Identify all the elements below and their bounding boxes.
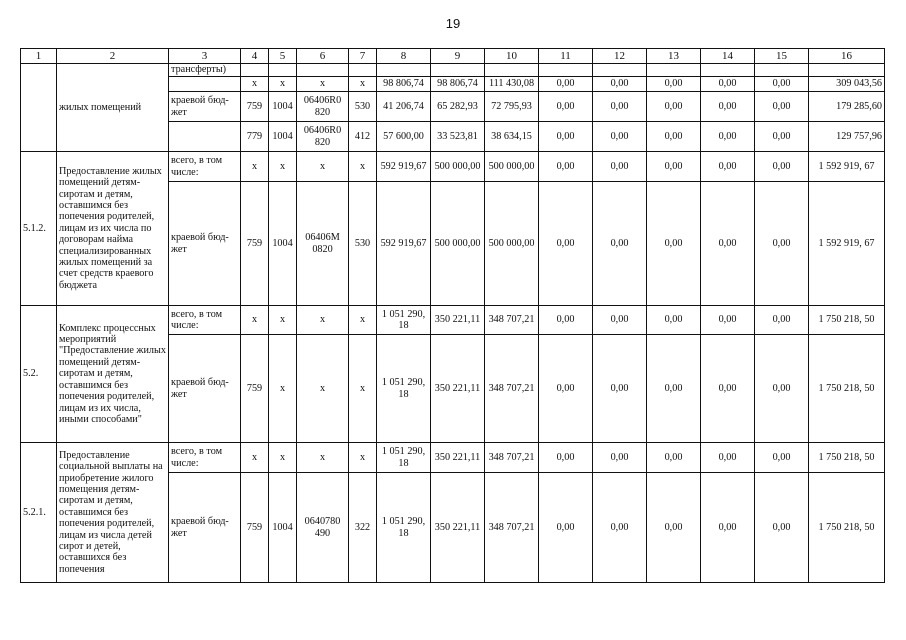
table-cell: 0,00 [647, 335, 701, 443]
table-cell: 06406R0 820 [297, 92, 349, 122]
table-cell: х [297, 306, 349, 335]
table-cell [485, 64, 539, 77]
table-cell: 0,00 [701, 443, 755, 473]
table-cell: 1 750 218, 50 [809, 335, 885, 443]
table-cell: 0640780 490 [297, 473, 349, 583]
row-description: жилых помещений [57, 64, 169, 152]
page-number: 19 [445, 16, 461, 31]
table-cell: 57 600,00 [377, 122, 431, 152]
table-cell: х [241, 443, 269, 473]
table-cell: 500 000,00 [431, 182, 485, 306]
table-cell: 0,00 [539, 443, 593, 473]
table-cell: 0,00 [755, 92, 809, 122]
table-cell: 0,00 [539, 182, 593, 306]
table-cell: 0,00 [701, 335, 755, 443]
table-cell: х [349, 335, 377, 443]
table-cell: х [269, 306, 297, 335]
table-cell: 0,00 [539, 152, 593, 182]
funding-source: всего, в том числе: [169, 306, 241, 335]
column-number-row [21, 49, 885, 64]
table-cell: 530 [349, 92, 377, 122]
table-cell: 72 795,93 [485, 92, 539, 122]
table-cell: 759 [241, 335, 269, 443]
header-cell: 14 [701, 49, 755, 64]
table-cell: 1 051 290, 18 [377, 306, 431, 335]
table-cell: 1 051 290, 18 [377, 443, 431, 473]
table-cell: 1 051 290, 18 [377, 335, 431, 443]
table-cell: 98 806,74 [377, 77, 431, 92]
table-cell: 41 206,74 [377, 92, 431, 122]
table-cell: 06406М 0820 [297, 182, 349, 306]
table-cell: 0,00 [755, 77, 809, 92]
table-cell: 412 [349, 122, 377, 152]
table-cell: 129 757,96 [809, 122, 885, 152]
table-cell: 0,00 [755, 182, 809, 306]
table-cell: 348 707,21 [485, 306, 539, 335]
row-number [21, 64, 57, 152]
table-cell: х [297, 443, 349, 473]
table-cell: х [349, 77, 377, 92]
header-cell: 7 [349, 49, 377, 64]
table-cell: 759 [241, 182, 269, 306]
table-cell: 0,00 [647, 122, 701, 152]
table-row [21, 64, 885, 77]
table-cell: 350 221,11 [431, 306, 485, 335]
table-cell: 500 000,00 [485, 152, 539, 182]
table-cell: 0,00 [539, 306, 593, 335]
table-cell [269, 64, 297, 77]
funding-source: краевой бюд-жет [169, 473, 241, 583]
table-cell: 0,00 [593, 92, 647, 122]
table-cell: 179 285,60 [809, 92, 885, 122]
header-cell: 16 [809, 49, 885, 64]
funding-source [169, 122, 241, 152]
table-cell: 0,00 [701, 77, 755, 92]
table-cell: 0,00 [647, 77, 701, 92]
table-row [21, 443, 885, 473]
table-cell: х [297, 335, 349, 443]
budget-table [20, 48, 885, 583]
table-cell: х [349, 443, 377, 473]
table-cell: 1004 [269, 473, 297, 583]
table-cell: 592 919,67 [377, 182, 431, 306]
table-cell: 0,00 [539, 335, 593, 443]
table-cell: 0,00 [539, 122, 593, 152]
table-cell [297, 64, 349, 77]
funding-source: всего, в том числе: [169, 152, 241, 182]
table-cell [539, 64, 593, 77]
header-cell: 2 [57, 49, 169, 64]
table-cell [241, 64, 269, 77]
row-number: 5.2. [21, 306, 57, 443]
table-cell: 33 523,81 [431, 122, 485, 152]
table-cell: 0,00 [647, 152, 701, 182]
table-cell: 0,00 [593, 306, 647, 335]
table-cell: 0,00 [647, 306, 701, 335]
table-cell: 0,00 [593, 152, 647, 182]
table-cell: 1 592 919, 67 [809, 152, 885, 182]
funding-source: краевой бюд-жет [169, 335, 241, 443]
table-cell: 350 221,11 [431, 473, 485, 583]
table-cell: 0,00 [647, 182, 701, 306]
table-cell: х [297, 152, 349, 182]
header-cell: 3 [169, 49, 241, 64]
row-description: Предоставление жилых помещений детям-сиротам и детям, оставшимся без попечения родителей, лицам из их числа по договорам найма специализированных жилых помещений за счет средств краевого бюджета [57, 152, 169, 306]
table-cell: 0,00 [647, 473, 701, 583]
table-cell: х [241, 152, 269, 182]
header-cell: 11 [539, 49, 593, 64]
table-cell: 759 [241, 92, 269, 122]
table-cell [169, 77, 241, 92]
row-number: 5.1.2. [21, 152, 57, 306]
table-cell: 350 221,11 [431, 443, 485, 473]
table-cell: 0,00 [647, 443, 701, 473]
table-cell: 0,00 [593, 443, 647, 473]
table-cell: 0,00 [701, 182, 755, 306]
table-cell: 1 592 919, 67 [809, 182, 885, 306]
table-cell: х [269, 443, 297, 473]
header-cell: 5 [269, 49, 297, 64]
table-cell: 348 707,21 [485, 443, 539, 473]
table-cell: 98 806,74 [431, 77, 485, 92]
table-cell: 348 707,21 [485, 473, 539, 583]
table-cell: 0,00 [593, 473, 647, 583]
table-cell: 1 750 218, 50 [809, 306, 885, 335]
table-cell: 779 [241, 122, 269, 152]
table-cell: 0,00 [701, 152, 755, 182]
table-cell: 348 707,21 [485, 335, 539, 443]
header-cell: 9 [431, 49, 485, 64]
funding-source: краевой бюд-жет [169, 92, 241, 122]
table-cell: 0,00 [539, 473, 593, 583]
table-cell: х [269, 77, 297, 92]
table-cell: х [269, 152, 297, 182]
table-cell [755, 64, 809, 77]
row-description: Предоставление социальной выплаты на приобретение жилого помещения детям-сиротам и детям, оставшимся без попечения родителей, лицам из числа детей сирот и детей, оставшихся без попечения [57, 443, 169, 583]
table-cell: 1004 [269, 92, 297, 122]
table-cell: 06406R0 820 [297, 122, 349, 152]
table-cell: 1004 [269, 122, 297, 152]
table-cell: 65 282,93 [431, 92, 485, 122]
table-cell [647, 64, 701, 77]
table-cell: 0,00 [539, 77, 593, 92]
funding-source: краевой бюд-жет [169, 182, 241, 306]
table-cell [593, 64, 647, 77]
table-cell: х [269, 335, 297, 443]
header-cell: 6 [297, 49, 349, 64]
table-cell: 1 051 290, 18 [377, 473, 431, 583]
table-cell: 500 000,00 [485, 182, 539, 306]
header-cell: 15 [755, 49, 809, 64]
table-cell: х [241, 77, 269, 92]
table-cell: 0,00 [701, 92, 755, 122]
table-cell: 309 043,56 [809, 77, 885, 92]
table-cell: 0,00 [755, 473, 809, 583]
table-cell: 0,00 [593, 182, 647, 306]
table-cell: 1 750 218, 50 [809, 473, 885, 583]
header-cell: 13 [647, 49, 701, 64]
header-cell: 10 [485, 49, 539, 64]
table-cell: х [297, 77, 349, 92]
table-cell: 500 000,00 [431, 152, 485, 182]
table-cell: 1004 [269, 182, 297, 306]
table-cell: 0,00 [755, 122, 809, 152]
table-cell: х [349, 306, 377, 335]
table-cell [809, 64, 885, 77]
table-row [21, 306, 885, 335]
table-cell: 0,00 [593, 122, 647, 152]
table-cell [431, 64, 485, 77]
table-cell: 0,00 [701, 473, 755, 583]
table-cell: 0,00 [755, 152, 809, 182]
table-cell [349, 64, 377, 77]
row-description: Комплекс процессных мероприятий "Предоставление жилых помещений детям-сиротам и детям, оставшимся без попечения родителей, лицам из их числа, иными способами" [57, 306, 169, 443]
table-cell: 1 750 218, 50 [809, 443, 885, 473]
table-cell: х [241, 306, 269, 335]
table-cell: 0,00 [593, 77, 647, 92]
header-cell: 12 [593, 49, 647, 64]
table-cell: 0,00 [701, 122, 755, 152]
table-cell: х [349, 152, 377, 182]
header-cell: 1 [21, 49, 57, 64]
funding-source: трансферты) [169, 64, 241, 77]
table-cell: 0,00 [755, 335, 809, 443]
header-cell: 8 [377, 49, 431, 64]
table-cell: 0,00 [593, 335, 647, 443]
table-cell: 530 [349, 182, 377, 306]
table-cell: 592 919,67 [377, 152, 431, 182]
funding-source: всего, в том числе: [169, 443, 241, 473]
table-cell: 111 430,08 [485, 77, 539, 92]
table-cell [377, 64, 431, 77]
table-cell: 38 634,15 [485, 122, 539, 152]
table-cell [701, 64, 755, 77]
table-cell: 350 221,11 [431, 335, 485, 443]
table-cell: 0,00 [755, 443, 809, 473]
table-cell: 759 [241, 473, 269, 583]
row-number: 5.2.1. [21, 443, 57, 583]
table-cell: 0,00 [539, 92, 593, 122]
table-row [21, 152, 885, 182]
header-cell: 4 [241, 49, 269, 64]
table-cell: 0,00 [701, 306, 755, 335]
table-cell: 0,00 [647, 92, 701, 122]
table-cell: 322 [349, 473, 377, 583]
table-cell: 0,00 [755, 306, 809, 335]
